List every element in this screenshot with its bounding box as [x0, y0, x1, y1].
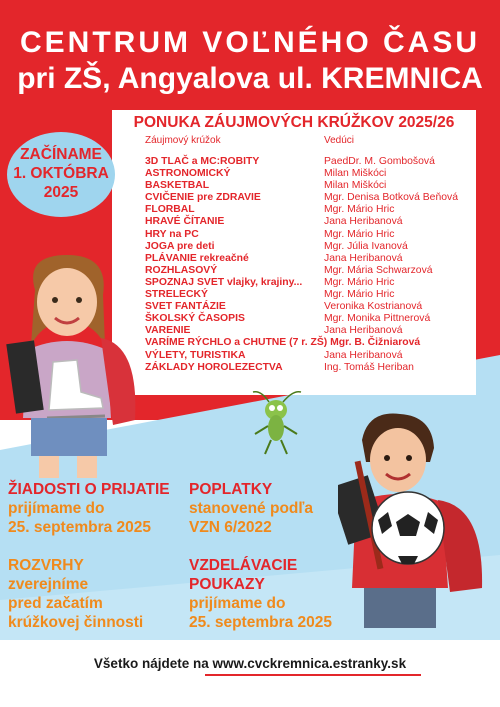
fees-title: POPLATKY: [189, 481, 273, 498]
schedules-block: [8, 556, 143, 632]
offer-club-name: BASKETBAL: [145, 180, 210, 192]
applications-block: [8, 480, 170, 537]
header-subtitle: pri ZŠ, Angyalova ul. KREMNICA: [17, 62, 483, 95]
offer-leader-name: Mgr. Mário Hric: [324, 289, 395, 301]
offer-club-name: ŠKOLSKÝ ČASOPIS: [145, 313, 245, 325]
offer-row: [145, 289, 480, 301]
vouchers-block: [189, 556, 332, 632]
offer-row: [145, 253, 480, 265]
fees-line-3: VZN 6/2022: [189, 519, 272, 536]
offer-club-name: VÝLETY, TURISTIKA: [145, 349, 246, 361]
schedules-line-4: krúžkovej činnosti: [8, 614, 144, 631]
offer-row: [145, 229, 480, 241]
footer-underline: [205, 674, 421, 676]
offer-title: PONUKA ZÁUJMOVÝCH KRÚŽKOV 2025/26: [133, 114, 455, 131]
offer-club-name: 3D TLAČ a MC:ROBITY: [145, 156, 260, 167]
offer-club-name: HRAVÉ ČÍTANIE: [145, 216, 225, 228]
offer-club-name: JOGA pre deti: [145, 240, 215, 252]
vouchers-title: VZDELÁVACIE: [189, 557, 298, 574]
offer-row: [145, 241, 480, 253]
offer-leader-name: Mgr. Monika Pittnerová: [324, 313, 431, 325]
offer-row: [145, 313, 480, 325]
offer-leader-name: Milan Miškóci: [324, 168, 387, 180]
girl-with-skates-illustration: [5, 250, 145, 480]
offer-row: [145, 325, 480, 337]
header-title: CENTRUM VOĽNÉHO ČASU: [19, 26, 480, 59]
offer-club-name: VARÍME RÝCHLO a CHUTNE (7 r. ZŠ) Mgr. B. Čižniarová: [145, 337, 421, 349]
offer-club-name: SPOZNAJ SVET vlajky, krajiny...: [145, 276, 303, 288]
fees-block: [189, 480, 313, 537]
schedules-line-3: pred začatím: [8, 595, 103, 612]
grasshopper-mascot-icon: [247, 388, 307, 458]
offer-row: [145, 156, 480, 168]
start-line-1: ZAČÍNAME: [20, 146, 102, 163]
start-line-2: 1. OKTÓBRA: [13, 165, 109, 182]
offer-club-name: PLÁVANIE rekreačné: [145, 252, 249, 264]
boy-with-ball-illustration: [338, 410, 488, 640]
offer-leader-name: Milan Miškóci: [324, 180, 387, 192]
offer-leader-name: Mgr. Mário Hric: [324, 276, 395, 288]
offer-club-name: FLORBAL: [145, 204, 195, 216]
offer-leader-name: Jana Heribanová: [324, 325, 403, 337]
offer-club-name: STRELECKÝ: [145, 289, 208, 301]
column-header-leader: Vedúci: [324, 135, 355, 146]
offer-leader-name: Mgr. Mário Hric: [324, 204, 395, 216]
offer-leader-name: Jana Heribanová: [324, 216, 403, 228]
offer-row: [145, 301, 480, 313]
start-date-text: [7, 145, 115, 202]
offer-club-name: CVIČENIE pre ZDRAVIE: [145, 192, 261, 204]
offer-row: [145, 265, 480, 277]
start-line-3: 2025: [43, 184, 79, 201]
offer-leader-name: Jana Heribanová: [324, 252, 403, 264]
offer-club-name: ROZHLASOVÝ: [145, 264, 218, 276]
offer-row: [145, 337, 480, 349]
offer-row: [145, 362, 480, 374]
offer-leader-name: Mgr. Denisa Botková Beňová: [324, 192, 458, 204]
offer-leader-name: Ing. Tomáš Heriban: [324, 361, 414, 373]
vouchers-line-2: POUKAZY: [189, 576, 265, 593]
applications-line-2: prijímame do: [8, 500, 105, 517]
offer-club-name: SVET FANTÁZIE: [145, 301, 226, 313]
offer-row: [145, 277, 480, 289]
offer-row: [145, 204, 480, 216]
offer-row: [145, 168, 480, 180]
schedules-line-2: zverejníme: [8, 576, 89, 593]
footer-website-link[interactable]: Všetko nájdete na www.cvckremnica.estranky.sk: [93, 656, 407, 671]
offer-club-name: ZÁKLADY HOROLEZECTVA: [145, 361, 283, 373]
offer-leader-name: Mgr. Mário Hric: [324, 228, 395, 240]
offer-club-name: VARENIE: [145, 325, 191, 337]
offer-list: [145, 156, 480, 374]
offer-leader-name: Veronika Kostrianová: [324, 301, 423, 313]
offer-club-name: HRY na PC: [145, 228, 199, 240]
offer-row: [145, 350, 480, 362]
offer-leader-name: Mgr. Júlia Ivanová: [324, 240, 408, 252]
column-header-club: Záujmový krúžok: [145, 135, 221, 146]
vouchers-line-3: prijímame do: [189, 595, 286, 612]
offer-row: [145, 180, 480, 192]
applications-line-3: 25. septembra 2025: [8, 519, 152, 536]
offer-row: [145, 216, 480, 228]
offer-leader-name: Mgr. Mária Schwarzová: [324, 264, 433, 276]
offer-leader-name: Jana Heribanová: [324, 349, 403, 361]
offer-club-name: ASTRONOMICKÝ: [145, 168, 231, 180]
offer-row: [145, 192, 480, 204]
schedules-title: ROZVRHY: [8, 557, 84, 574]
fees-line-2: stanovené podľa: [189, 500, 313, 517]
offer-leader-name: PaedDr. M. Gombošová: [324, 156, 435, 167]
applications-title: ŽIADOSTI O PRIJATIE: [8, 481, 170, 498]
vouchers-line-4: 25. septembra 2025: [189, 614, 333, 631]
